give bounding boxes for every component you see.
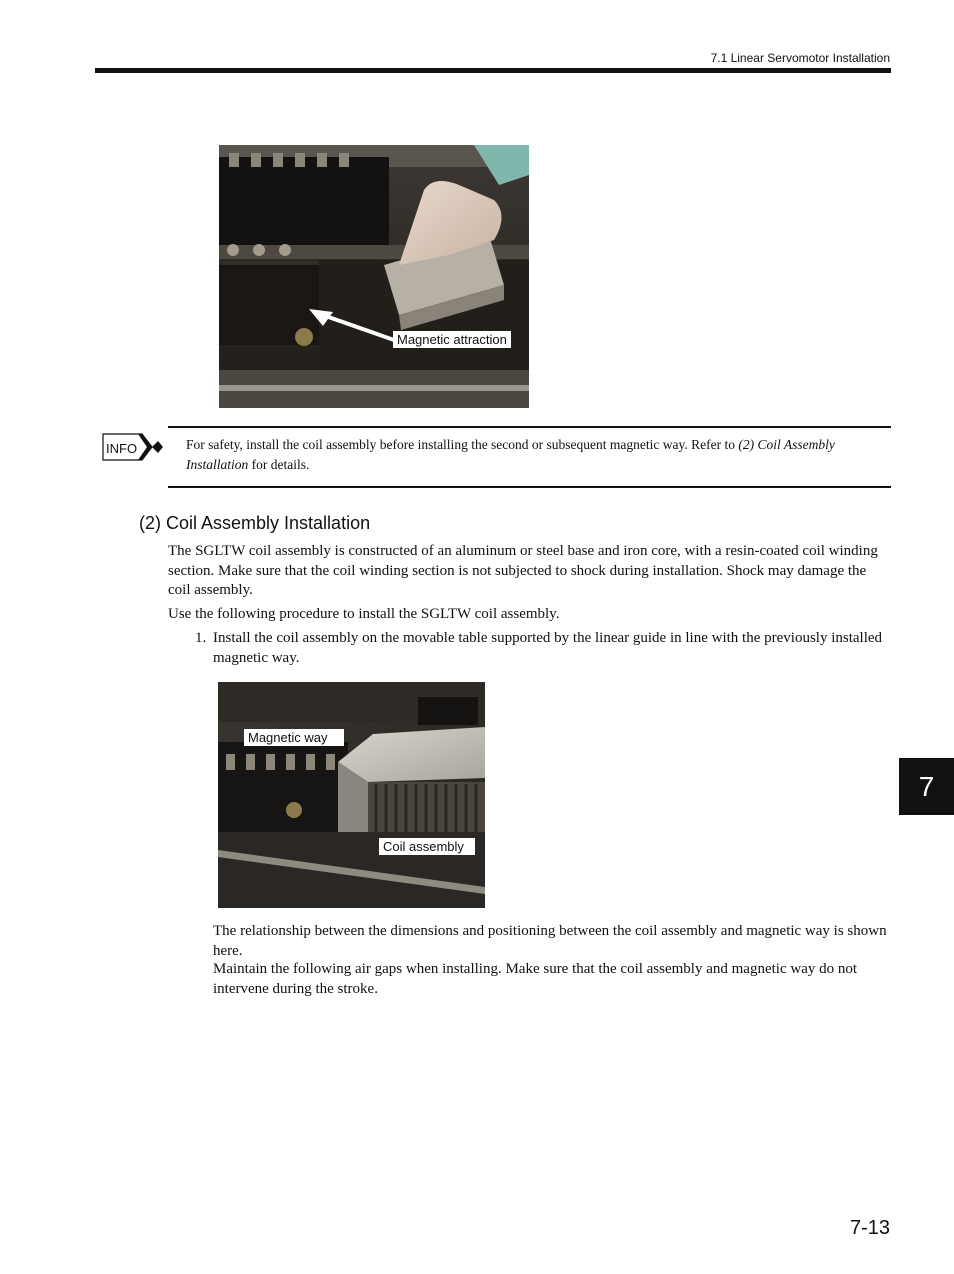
step-number: 1.	[195, 630, 207, 646]
photo1-illustration	[219, 145, 529, 408]
info-rule-top	[168, 426, 891, 428]
paragraph-air-gaps: Maintain the following air gaps when installing. Make sure that the coil assembly and magnetic way do not intervene during the stroke.	[213, 961, 858, 997]
info-note-text	[186, 435, 886, 475]
paragraph-coil-description: The SGLTW coil assembly is constructed of an aluminum or steel base and iron core, with a resin-coated coil winding section. Make sure that the coil winding section is not subjected to shock during installation. Shock may damage the coil assembly.	[168, 543, 878, 598]
running-header: 7.1 Linear Servomotor Installation	[710, 51, 890, 65]
page-number: 7-13	[849, 1217, 890, 1239]
section-title: (2) Coil Assembly Installation	[139, 513, 371, 533]
chapter-tab: 7	[899, 758, 954, 815]
callout-magnetic-attraction: Magnetic attraction	[393, 331, 511, 348]
callout-magnetic-way: Magnetic way	[244, 729, 344, 746]
paragraph-procedure-intro: Use the following procedure to install the SGLTW coil assembly.	[168, 606, 560, 622]
info-text-after: for details.	[248, 457, 310, 472]
info-icon-label: INFO	[106, 441, 138, 456]
photo-coil-assembly-on-table	[218, 682, 485, 908]
callout-coil-assembly: Coil assembly	[379, 838, 475, 855]
info-icon	[100, 428, 164, 466]
info-text-before: For safety, install the coil assembly before installing the second or subsequent magnetic way. Refer to	[186, 437, 739, 452]
photo-magnetic-way-installation	[219, 145, 529, 408]
info-text-reference: (2) Coil Assembly Installation	[186, 437, 835, 472]
header-rule	[95, 68, 891, 73]
photo2-illustration	[218, 682, 485, 908]
info-rule-bottom	[168, 486, 891, 488]
paragraph-dimensions-relationship: The relationship between the dimensions and positioning between the coil assembly and magnetic way is shown here.	[213, 923, 887, 959]
step-text: Install the coil assembly on the movable table supported by the linear guide in line with the previously installed magnetic way.	[213, 630, 883, 666]
